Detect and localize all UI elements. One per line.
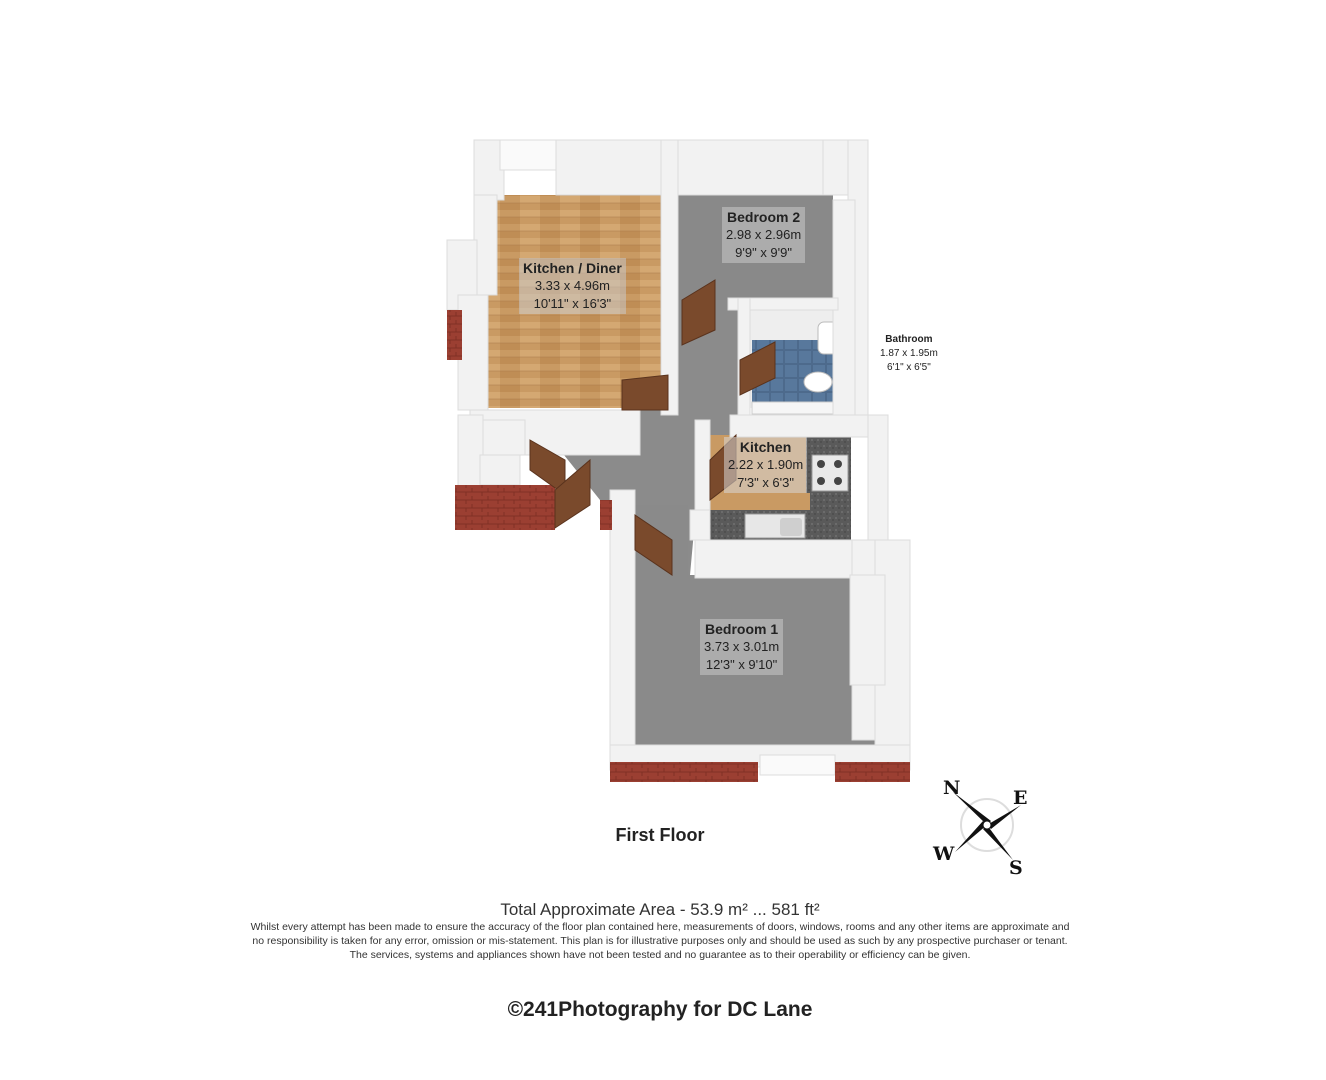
- floor-title: First Floor: [615, 825, 705, 845]
- room-metric: 2.22 x 1.90m: [728, 457, 804, 472]
- room-name: Bedroom 1: [705, 621, 779, 637]
- compass-e: E: [1013, 787, 1028, 809]
- compass-n: N: [943, 777, 961, 799]
- room-imperial: 12'3" x 9'10": [705, 657, 778, 672]
- disclaimer-line: The services, systems and appliances shown have not been tested and no guarantee as to their operability or efficiency can be given.: [349, 949, 971, 961]
- label-bedroom1: [700, 619, 783, 675]
- room-metric: 3.33 x 4.96m: [534, 278, 610, 293]
- copyright: ©241Photography for DC Lane: [507, 998, 813, 1021]
- disclaimer-line: Whilst every attempt has been made to ensure the accuracy of the floor plan contained here, measurements of doors, windows, rooms and any other items are approximate and: [250, 921, 1070, 933]
- compass-icon: [925, 770, 1045, 885]
- room-imperial: 6'1" x 6'5": [887, 362, 931, 373]
- label-kitchen-diner: [519, 258, 626, 314]
- compass-w: W: [933, 843, 955, 865]
- room-metric: 3.73 x 3.01m: [704, 639, 780, 654]
- hob-icon: [812, 455, 848, 491]
- total-area: Total Approximate Area - 53.9 m² ... 581 ft²: [500, 900, 820, 919]
- room-imperial: 9'9" x 9'9": [735, 245, 792, 260]
- room-metric: 1.87 x 1.95m: [880, 348, 938, 359]
- room-name: Bathroom: [885, 334, 933, 345]
- compass-s: S: [1009, 857, 1023, 879]
- door-kitchen-diner: [622, 375, 668, 410]
- room-imperial: 7'3" x 6'3": [737, 475, 794, 490]
- disclaimer: [200, 920, 1120, 962]
- room-name: Bedroom 2: [727, 209, 801, 225]
- disclaimer-line: no responsibility is taken for any error, omission or mis-statement. This plan is for illustrative purposes only and should be used as such by any prospective purchaser or tenant.: [252, 935, 1068, 947]
- room-metric: 2.98 x 2.96m: [726, 227, 802, 242]
- toilet-icon: [804, 372, 832, 392]
- room-name: Kitchen: [739, 439, 792, 455]
- room-imperial: 10'11" x 16'3": [533, 296, 612, 311]
- label-bathroom: [880, 333, 938, 375]
- room-name: Kitchen / Diner: [523, 260, 622, 276]
- label-bedroom2: [722, 207, 805, 263]
- label-kitchen: [724, 437, 807, 493]
